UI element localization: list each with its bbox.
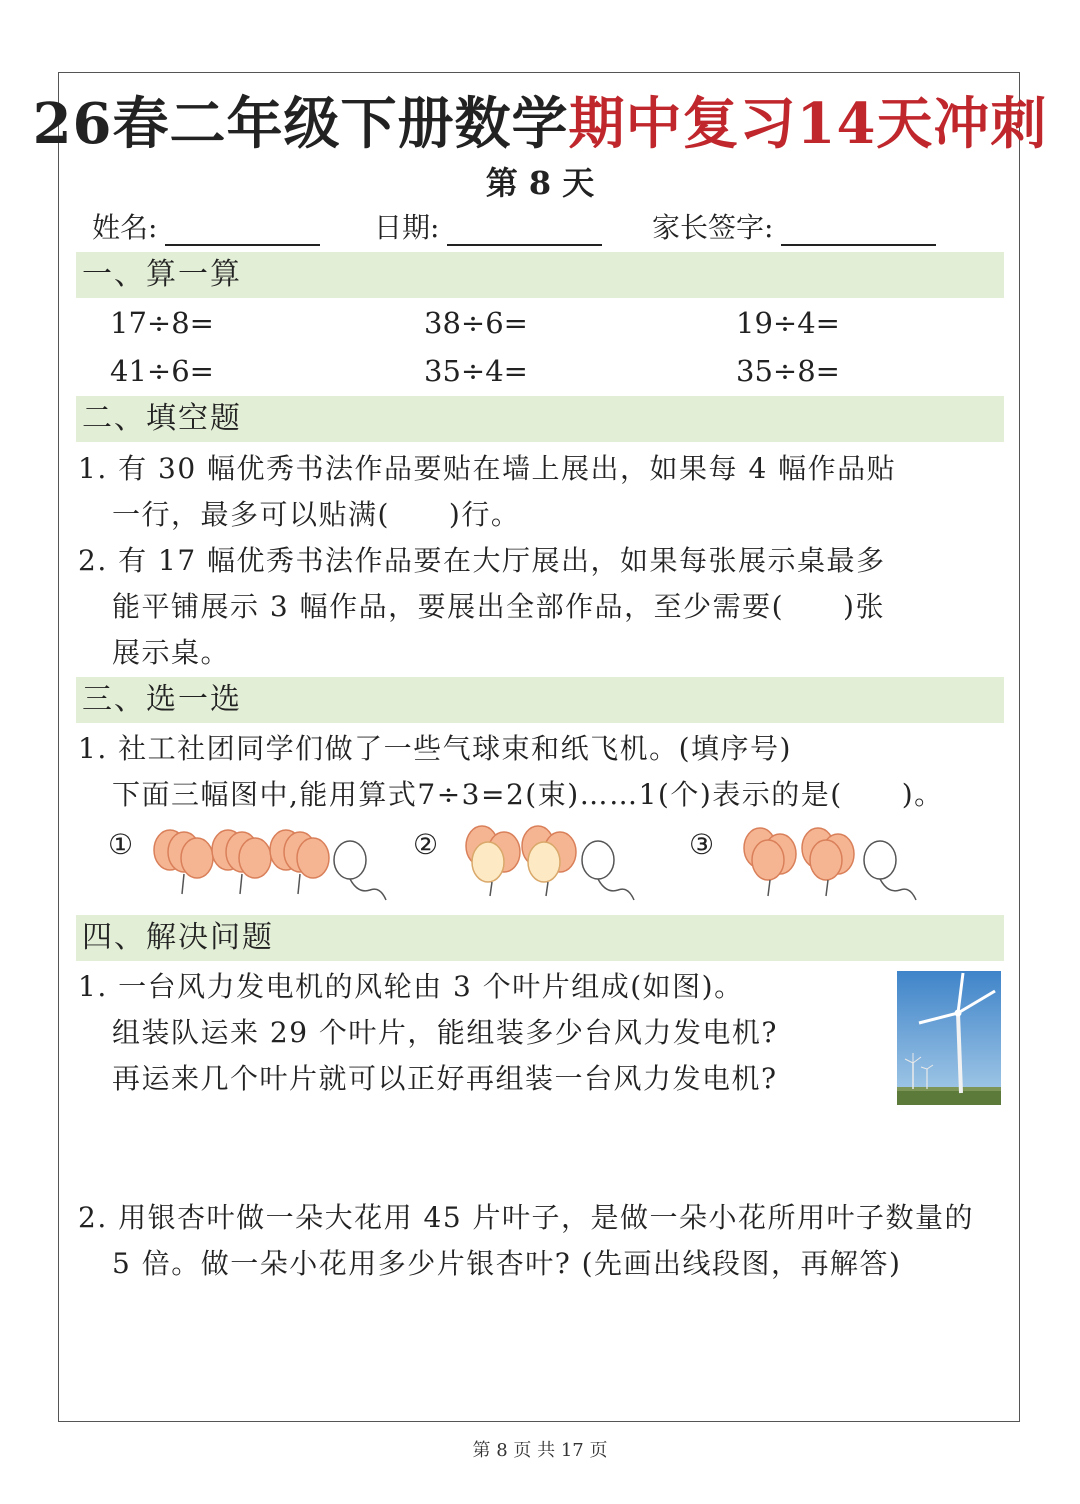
parent-signature-blank[interactable] bbox=[781, 214, 936, 246]
date-field[interactable] bbox=[374, 206, 602, 246]
question-line: 能平铺展示 3 幅作品，要展出全部作品，至少需要( )张 bbox=[112, 590, 885, 623]
balloon-bunch bbox=[802, 828, 854, 896]
parent-signature-label: 家长签字: bbox=[652, 211, 774, 244]
day-label: 第 8 天 bbox=[485, 164, 595, 202]
title-part-2: 期中复习14天冲刺 bbox=[568, 91, 1048, 157]
option-3[interactable] bbox=[689, 828, 916, 900]
calc-problem: 41÷6= bbox=[110, 354, 214, 388]
question-line: 组装队运来 29 个叶片，能组装多少台风力发电机? bbox=[112, 1016, 778, 1049]
solve-question-2 bbox=[78, 1195, 1008, 1287]
balloon-options-illustration bbox=[100, 822, 1000, 908]
calc-problem: 17÷8= bbox=[110, 306, 214, 340]
option-label: ② bbox=[413, 828, 439, 861]
section-heading-2: 二、填空题 bbox=[76, 396, 1004, 442]
choice-question-1 bbox=[78, 726, 1008, 818]
section-heading-1: 一、算一算 bbox=[76, 252, 1004, 298]
question-line: 再运来几个叶片就可以正好再组装一台风力发电机? bbox=[112, 1062, 778, 1095]
question-line: 1. 一台风力发电机的风轮由 3 个叶片组成(如图)。 bbox=[78, 970, 744, 1003]
section-heading-4: 四、解决问题 bbox=[76, 915, 1004, 961]
calc-problem: 19÷4= bbox=[736, 306, 840, 340]
question-line: 2. 有 17 幅优秀书法作品要在大厅展出，如果每张展示桌最多 bbox=[78, 544, 886, 577]
question-line: 展示桌。 bbox=[112, 636, 231, 669]
question-line: 一行，最多可以贴满( )行。 bbox=[112, 498, 521, 531]
title-part-1: 26春二年级下册数学 bbox=[32, 91, 569, 157]
date-label: 日期: bbox=[374, 211, 440, 244]
balloon-bunch bbox=[270, 830, 329, 894]
single-balloon bbox=[582, 841, 634, 900]
page-footer: 第 8 页 共 17 页 bbox=[472, 1440, 608, 1461]
name-blank[interactable] bbox=[165, 214, 320, 246]
section-heading-3: 三、选一选 bbox=[76, 677, 1004, 723]
fill-question-2 bbox=[78, 538, 1008, 676]
date-blank[interactable] bbox=[447, 214, 602, 246]
question-line: 5 倍。做一朵小花用多少片银杏叶? (先画出线段图，再解答) bbox=[112, 1247, 902, 1280]
balloon-bunch bbox=[522, 826, 576, 896]
calc-problem: 38÷6= bbox=[424, 306, 528, 340]
name-label: 姓名: bbox=[92, 211, 158, 244]
single-balloon bbox=[864, 841, 916, 900]
fill-question-1 bbox=[78, 446, 1008, 538]
balloon-bunch bbox=[154, 830, 213, 894]
option-2[interactable] bbox=[413, 826, 634, 900]
option-1[interactable] bbox=[108, 828, 386, 900]
calc-problem: 35÷8= bbox=[736, 354, 840, 388]
question-line: 1. 有 30 幅优秀书法作品要贴在墙上展出，如果每 4 幅作品贴 bbox=[78, 452, 897, 485]
name-field[interactable] bbox=[92, 206, 320, 246]
single-balloon bbox=[334, 841, 386, 900]
calc-problem: 35÷4= bbox=[424, 354, 528, 388]
question-line: 2. 用银杏叶做一朵大花用 45 片叶子，是做一朵小花所用叶子数量的 bbox=[78, 1201, 975, 1234]
question-line: 1. 社工社团同学们做了一些气球束和纸飞机。(填序号) bbox=[78, 732, 792, 765]
option-label: ③ bbox=[689, 828, 715, 861]
solve-question-1 bbox=[78, 964, 888, 1102]
page-title bbox=[0, 80, 1080, 160]
balloon-bunch bbox=[212, 830, 271, 894]
question-line: 下面三幅图中,能用算式7÷3=2(束)……1(个)表示的是( )。 bbox=[112, 778, 944, 811]
balloon-bunch bbox=[744, 828, 796, 896]
wind-turbine-photo bbox=[897, 971, 1001, 1105]
parent-signature-field[interactable] bbox=[652, 206, 936, 246]
balloon-bunch bbox=[466, 826, 520, 896]
option-label: ① bbox=[108, 828, 134, 861]
